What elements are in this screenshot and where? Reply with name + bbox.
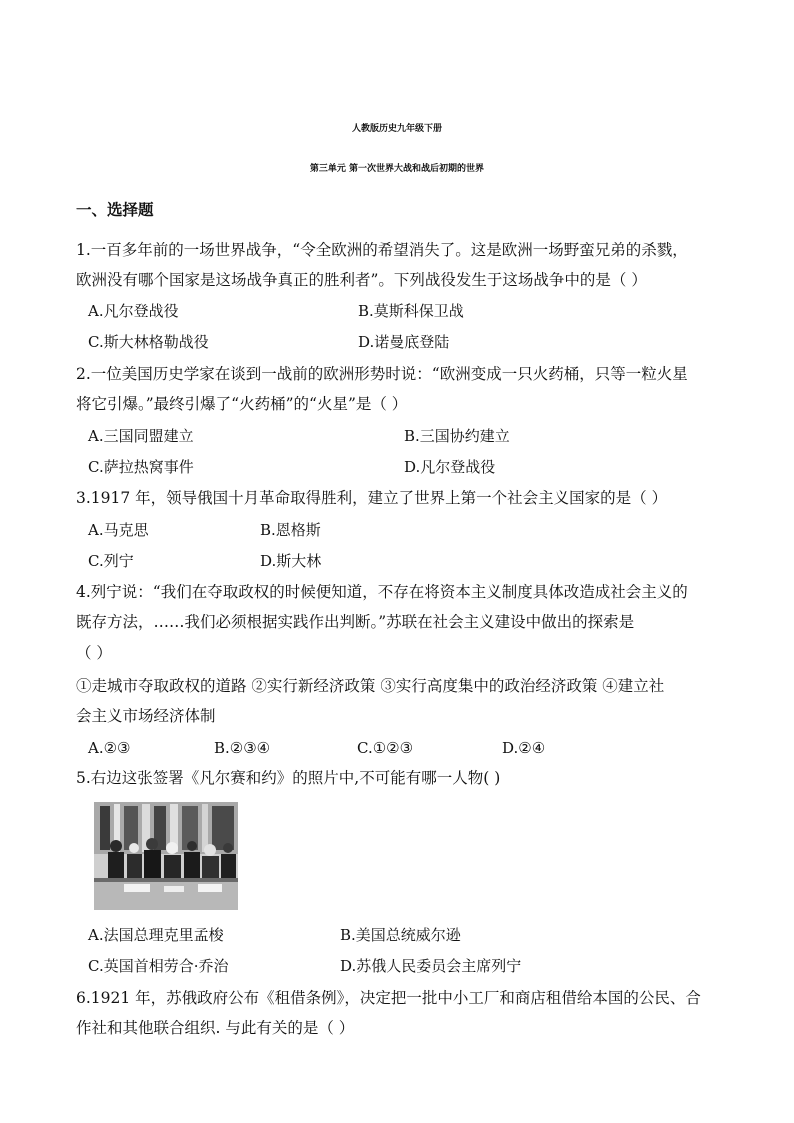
question-6-line-1: 6.1921 年，苏俄政府公布《租借条例》，决定把一批中小工厂和商店租借给本国的公民、合 [76, 989, 701, 1007]
question-4-line-4: ①走城市夺取政权的道路 ②实行新经济政策 ③实行高度集中的政治经济政策 ④建立社 [76, 677, 665, 695]
question-4-line-2: 既存方法，……我们必须根据实践作出判断。”苏联在社会主义建设中做出的探索是 [76, 613, 635, 631]
question-6-line-2: 作社和其他联合组织. 与此有关的是（ ） [76, 1019, 355, 1037]
question-4-option-c: C.①②③ [357, 739, 414, 757]
question-5-option-d: D.苏俄人民委员会主席列宁 [340, 957, 522, 975]
question-5-option-a: A.法国总理克里孟梭 [88, 926, 224, 944]
document-title: 人教版历史九年级下册 [351, 124, 442, 134]
question-3-option-c: C.列宁 [88, 552, 134, 570]
question-4-line-3: （ ） [76, 644, 112, 662]
question-1-option-d: D.诺曼底登陆 [358, 333, 450, 351]
question-5-option-b: B.美国总统威尔逊 [340, 926, 461, 944]
question-1-option-c: C.斯大林格勒战役 [88, 333, 209, 351]
section-heading: 一、选择题 [76, 200, 154, 219]
question-4-option-d: D.②④ [502, 739, 546, 757]
question-2-option-a: A.三国同盟建立 [88, 427, 194, 445]
question-2-line-1: 2.一位美国历史学家在谈到一战前的欧洲形势时说：“欧洲变成一只火药桶，只等一粒火星 [76, 365, 688, 383]
question-4-line-1: 4.列宁说：“我们在夺取政权的时候便知道，不存在将资本主义制度具体改造成社会主义的 [76, 583, 688, 601]
question-1-line-2: 欧洲没有哪个国家是这场战争真正的胜利者”。下列战役发生于这场战争中的是（ ） [76, 271, 647, 289]
question-2-line-2: 将它引爆。”最终引爆了“火药桶”的“火星”是（ ） [76, 395, 408, 413]
question-3-option-d: D.斯大林 [260, 552, 322, 570]
versailles-signing-photo [94, 802, 238, 910]
question-1-option-b: B.莫斯科保卫战 [358, 302, 464, 320]
document-subtitle: 第三单元 第一次世界大战和战后初期的世界 [309, 164, 485, 174]
question-4-option-b: B.②③④ [214, 739, 271, 757]
question-3-option-a: A.马克思 [88, 521, 149, 539]
question-3-line-1: 3.1917 年，领导俄国十月革命取得胜利，建立了世界上第一个社会主义国家的是（ ） [76, 489, 668, 507]
question-1-line-1: 1.一百多年前的一场世界战争，“令全欧洲的希望消失了。这是欧洲一场野蛮兄弟的杀戮， [76, 241, 688, 259]
question-4-option-a: A.②③ [88, 739, 131, 757]
question-2-option-d: D.凡尔登战役 [404, 458, 496, 476]
question-1-option-a: A.凡尔登战役 [88, 302, 179, 320]
question-2-option-c: C.萨拉热窝事件 [88, 458, 194, 476]
question-2-option-b: B.三国协约建立 [404, 427, 510, 445]
question-5-option-c: C.英国首相劳合·乔治 [88, 957, 229, 975]
question-3-option-b: B.恩格斯 [260, 521, 321, 539]
question-4-line-5: 会主义市场经济体制 [76, 707, 216, 725]
question-5-line-1: 5.右边这张签署《凡尔赛和约》的照片中,不可能有哪一人物( ) [76, 769, 501, 787]
